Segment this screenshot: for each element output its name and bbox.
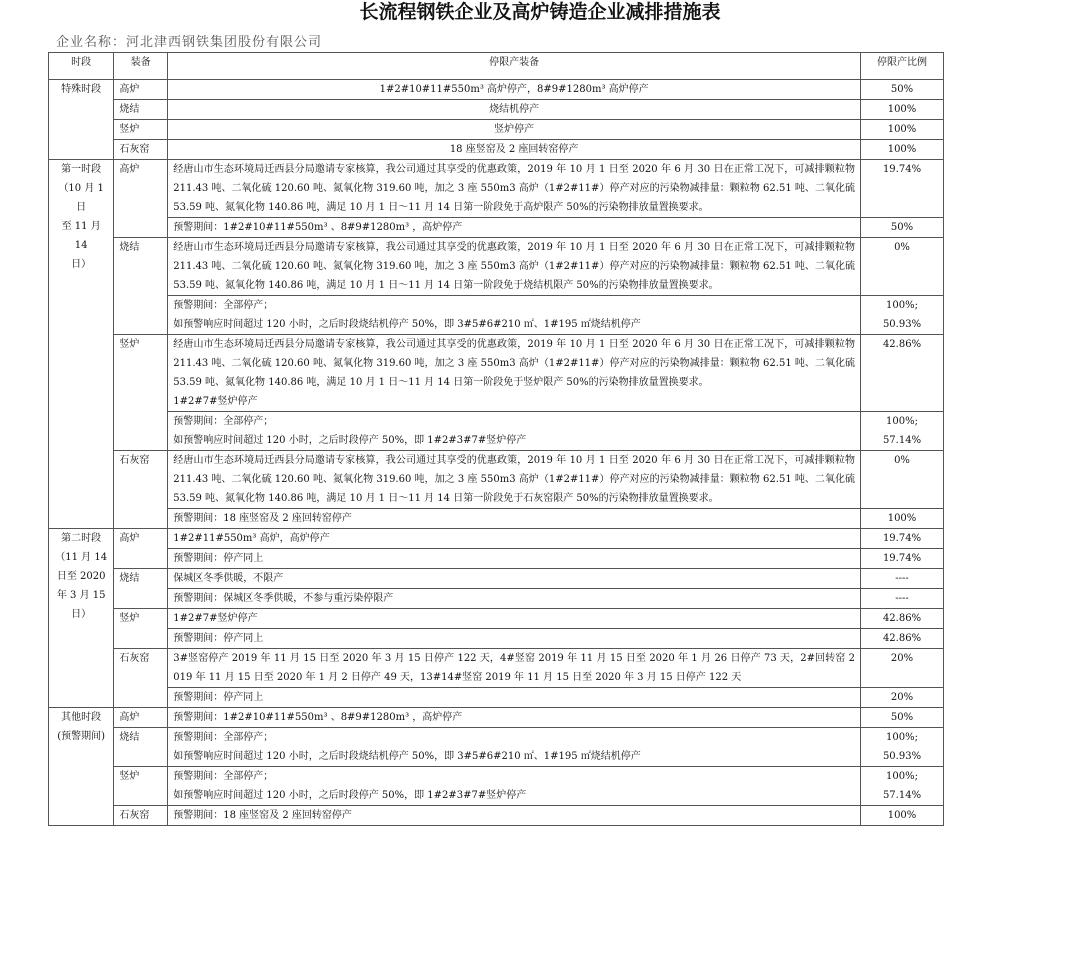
detail-cell <box>168 728 861 767</box>
detail-line: 如预警响应时间超过 120 小时，之后时段烧结机停产 50%，即 3#5#6#210 ㎡、1#195 ㎡烧结机停产 <box>173 319 641 330</box>
detail-cell: 1#2#10#11#550m³ 高炉停产，8#9#1280m³ 高炉停产 <box>168 80 861 100</box>
ratio-line: 57.14% <box>882 790 922 801</box>
table-row <box>49 569 944 589</box>
period-line: (预警期间) <box>57 731 106 742</box>
equip-cell: 竖炉 <box>114 120 168 140</box>
equip-cell: 高炉 <box>114 160 168 238</box>
detail-line: 如预警响应时间超过 120 小时，之后时段烧结机停产 50%，即 3#5#6#210 ㎡、1#195 ㎡烧结机停产 <box>173 751 641 762</box>
detail-line: 预警期间：全部停产； <box>173 771 274 782</box>
detail-cell: 保城区冬季供暖，不限产 <box>168 569 861 589</box>
period-line: 日至 2020 <box>56 571 106 582</box>
period-line: 日） <box>71 259 92 270</box>
period-line: 第二时段 <box>61 533 102 544</box>
period-other <box>49 708 114 826</box>
equip-cell: 石灰窑 <box>114 806 168 826</box>
ratio-cell: 100% <box>861 120 944 140</box>
detail-cell: 预警期间：1#2#10#11#550m³ 、8#9#1280m³ ，高炉停产 <box>168 218 861 238</box>
header-equip: 装备 <box>114 53 168 80</box>
period-second <box>49 529 114 708</box>
equip-cell: 高炉 <box>114 529 168 569</box>
ratio-cell: 42.86% <box>861 629 944 649</box>
ratio-cell: 0% <box>861 238 944 296</box>
ratio-line: 100%; <box>886 416 918 427</box>
ratio-cell: 100% <box>861 509 944 529</box>
table-row <box>49 728 944 767</box>
ratio-line: 57.14% <box>882 435 922 446</box>
ratio-cell <box>861 412 944 451</box>
detail-text: 经唐山市生态环境局迁西县分局邀请专家核算，我公司通过其享受的优惠政策，2019 年 10 月 1 日至 2020 年 6 月 30 日在正常工况下，可减排颗粒物 211.43 吨、二氧化硫 120.60 吨、氮氧化物 319.60 吨，加之 3 座 550m3 高炉（1#2#11#）停产对应的污染物减排量：颗粒物 62.51 吨、二氧化硫 53.59 吨、氮氧化物 140.86 吨，满足 10 月 1 日～11 月 14 日第一阶段免于烧结机限产 50%的污染物排放量置换要求。 <box>173 242 856 291</box>
ratio-cell: 42.86% <box>861 609 944 629</box>
equip-cell: 竖炉 <box>114 767 168 806</box>
table-row <box>49 238 944 296</box>
ratio-cell <box>861 728 944 767</box>
detail-line: 如预警响应时间超过 120 小时，之后时段停产 50%，即 1#2#3#7#竖炉停产 <box>173 435 527 446</box>
ratio-cell: 100% <box>861 806 944 826</box>
detail-cell <box>168 238 861 296</box>
ratio-cell: 50% <box>861 218 944 238</box>
header-ratio: 停限产比例 <box>861 53 944 80</box>
ratio-cell: 50% <box>861 708 944 728</box>
period-line: 第一时段 <box>61 164 102 175</box>
page-title: 长流程钢铁企业及高炉铸造企业减排措施表 <box>359 1 721 23</box>
detail-line: 预警期间：全部停产； <box>173 416 274 427</box>
equip-cell: 高炉 <box>114 80 168 100</box>
detail-cell <box>168 296 861 335</box>
equip-cell: 石灰窑 <box>114 140 168 160</box>
ratio-cell: 100% <box>861 100 944 120</box>
detail-cell: 烧结机停产 <box>168 100 861 120</box>
detail-cell: 竖炉停产 <box>168 120 861 140</box>
table-row <box>49 688 944 708</box>
table-row <box>49 708 944 728</box>
ratio-cell: 20% <box>861 688 944 708</box>
table-row <box>49 335 944 412</box>
detail-cell: 18 座竖窑及 2 座回转窑停产 <box>168 140 861 160</box>
detail-text: 经唐山市生态环境局迁西县分局邀请专家核算，我公司通过其享受的优惠政策，2019 年 10 月 1 日至 2020 年 6 月 30 日在正常工况下，可减排颗粒物 211.43 吨、二氧化硫 120.60 吨、氮氧化物 319.60 吨，加之 3 座 550m3 高炉（1#2#11#）停产对应的污染物减排量：颗粒物 62.51 吨、二氧化硫 53.59 吨、氮氧化物 140.86 吨，满足 10 月 1 日～11 月 14 日第一阶段免于竖炉限产 50%的污染物排放量置换要求。 <box>173 339 856 388</box>
detail-line: 1#2#7#竖炉停产 <box>173 396 258 407</box>
equip-cell: 石灰窑 <box>114 649 168 708</box>
ratio-cell: 50% <box>861 80 944 100</box>
period-line: 年 3 月 15 <box>56 590 106 601</box>
equip-cell: 烧结 <box>114 728 168 767</box>
detail-cell: 预警期间：停产同上 <box>168 549 861 569</box>
period-line: 日） <box>71 609 92 620</box>
table-row <box>49 589 944 609</box>
table-row <box>49 80 944 100</box>
ratio-cell: ---- <box>861 589 944 609</box>
detail-cell <box>168 160 861 218</box>
ratio-line: 50.93% <box>882 751 922 762</box>
detail-cell: 预警期间：保城区冬季供暖，不参与重污染停限产 <box>168 589 861 609</box>
table-row <box>49 140 944 160</box>
measures-table <box>48 52 944 826</box>
detail-line: 预警期间：全部停产； <box>173 732 274 743</box>
detail-text: 3#竖窑停产 2019 年 11 月 15 日至 2020 年 3 月 15 日停产 122 天，4#竖窑 2019 年 11 月 15 日至 2020 年 1 月 26 日停产 73 天，2#回转窑 2019 年 11 月 15 日至 2020 年 1 月 2 日停产 49 天，13#14#竖窑 2019 年 11 月 15 日至 2020 年 3 月 15 日停产 122 天 <box>173 653 856 683</box>
table-row <box>49 767 944 806</box>
period-line: 其他时段 <box>61 712 102 723</box>
detail-cell: 1#2#11#550m³ 高炉，高炉停产 <box>168 529 861 549</box>
ratio-line: 100%; <box>886 771 918 782</box>
table-row <box>49 160 944 218</box>
table-row <box>49 412 944 451</box>
ratio-cell: 20% <box>861 649 944 688</box>
detail-cell <box>168 412 861 451</box>
equip-cell: 竖炉 <box>114 335 168 451</box>
table-row <box>49 649 944 688</box>
ratio-cell <box>861 767 944 806</box>
detail-cell: 1#2#7#竖炉停产 <box>168 609 861 629</box>
period-line: （11 月 14 <box>55 552 108 563</box>
detail-cell <box>168 767 861 806</box>
equip-cell: 石灰窑 <box>114 451 168 529</box>
period-special: 特殊时段 <box>49 80 114 160</box>
detail-cell: 预警期间：18 座竖窑及 2 座回转窑停产 <box>168 509 861 529</box>
ratio-cell: 19.74% <box>861 160 944 218</box>
detail-line: 预警期间：全部停产； <box>173 300 274 311</box>
period-line: （10 月 1 日 <box>58 183 104 213</box>
ratio-line: 50.93% <box>882 319 922 330</box>
table-row <box>49 629 944 649</box>
table-row <box>49 451 944 509</box>
detail-line: 如预警响应时间超过 120 小时，之后时段停产 50%，即 1#2#3#7#竖炉停产 <box>173 790 527 801</box>
table-row <box>49 529 944 549</box>
ratio-cell: ---- <box>861 569 944 589</box>
header-period: 时段 <box>49 53 114 80</box>
detail-cell <box>168 335 861 412</box>
detail-cell <box>168 649 861 688</box>
table-row <box>49 218 944 238</box>
detail-cell: 预警期间：1#2#10#11#550m³ 、8#9#1280m³ ，高炉停产 <box>168 708 861 728</box>
detail-text: 经唐山市生态环境局迁西县分局邀请专家核算，我公司通过其享受的优惠政策，2019 年 10 月 1 日至 2020 年 6 月 30 日在正常工况下，可减排颗粒物 211.43 吨、二氧化硫 120.60 吨、氮氧化物 319.60 吨，加之 3 座 550m3 高炉（1#2#11#）停产对应的污染物减排量：颗粒物 62.51 吨、二氧化硫 53.59 吨、氮氧化物 140.86 吨，满足 10 月 1 日～11 月 14 日第一阶段免于石灰窑限产 50%的污染物排放量置换要求。 <box>173 455 856 504</box>
ratio-line: 100%; <box>886 300 918 311</box>
ratio-cell: 19.74% <box>861 549 944 569</box>
detail-cell: 预警期间：停产同上 <box>168 629 861 649</box>
equip-cell: 烧结 <box>114 100 168 120</box>
table-header-row <box>49 53 944 80</box>
table-row <box>49 549 944 569</box>
detail-cell: 预警期间：停产同上 <box>168 688 861 708</box>
ratio-cell: 42.86% <box>861 335 944 412</box>
equip-cell: 高炉 <box>114 708 168 728</box>
detail-cell: 预警期间：18 座竖窑及 2 座回转窑停产 <box>168 806 861 826</box>
ratio-cell: 100% <box>861 140 944 160</box>
table-row <box>49 120 944 140</box>
equip-cell: 烧结 <box>114 569 168 609</box>
table-row <box>49 100 944 120</box>
ratio-cell: 0% <box>861 451 944 509</box>
company-name: 企业名称：河北津西钢铁集团股份有限公司 <box>56 35 323 50</box>
ratio-cell: 19.74% <box>861 529 944 549</box>
detail-text: 经唐山市生态环境局迁西县分局邀请专家核算，我公司通过其享受的优惠政策，2019 年 10 月 1 日至 2020 年 6 月 30 日在正常工况下，可减排颗粒物 211.43 吨、二氧化硫 120.60 吨、氮氧化物 319.60 吨，加之 3 座 550m3 高炉（1#2#11#）停产对应的污染物减排量：颗粒物 62.51 吨、二氧化硫 53.59 吨、氮氧化物 140.86 吨，满足 10 月 1 日～11 月 14 日第一阶段免于高炉限产 50%的污染物排放量置换要求。 <box>173 164 856 213</box>
period-line: 至 11 月 14 <box>61 221 101 251</box>
detail-cell <box>168 451 861 509</box>
equip-cell: 烧结 <box>114 238 168 335</box>
table-row <box>49 296 944 335</box>
table-row <box>49 509 944 529</box>
ratio-line: 100%; <box>886 732 918 743</box>
table-row <box>49 609 944 629</box>
header-detail: 停限产装备 <box>168 53 861 80</box>
ratio-cell <box>861 296 944 335</box>
period-first <box>49 160 114 529</box>
table-row <box>49 806 944 826</box>
equip-cell: 竖炉 <box>114 609 168 649</box>
